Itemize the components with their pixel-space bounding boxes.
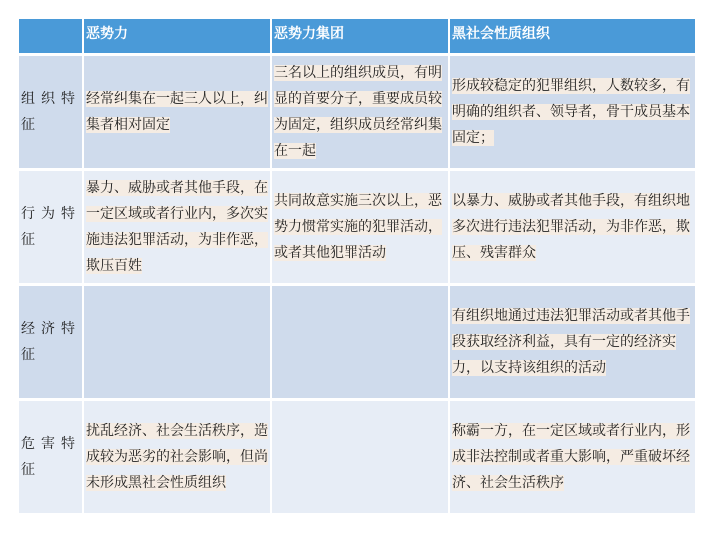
header-evil-force-group: 恶势力集团 <box>272 19 450 56</box>
cell-org-evil-force <box>84 56 272 171</box>
cell-economic-evil-force-group <box>272 286 450 401</box>
cell-text: 三名以上的组织成员，有明显的首要分子，重要成员较为固定，组织成员经常纠集在一起 <box>274 65 442 159</box>
row-label-harm: 危害特征 <box>19 401 84 516</box>
table-header-row <box>19 19 695 56</box>
cell-economic-evil-force <box>84 286 272 401</box>
cell-behavior-mafia <box>450 171 695 286</box>
cell-harm-evil-force-group <box>272 401 450 516</box>
cell-org-evil-force-group <box>272 56 450 171</box>
cell-text: 形成较稳定的犯罪组织，人数较多，有明确的组织者、领导者，骨干成员基本固定； <box>452 78 690 146</box>
cell-text: 以暴力、威胁或者其他手段，有组织地多次进行违法犯罪活动，为非作恶，欺压、残害群众 <box>452 193 690 261</box>
row-label-economic: 经济特征 <box>19 286 84 401</box>
table-row-harm <box>19 401 695 516</box>
cell-text: 经常纠集在一起三人以上，纠集者相对固定 <box>86 91 268 133</box>
cell-behavior-evil-force <box>84 171 272 286</box>
cell-text: 暴力、威胁或者其他手段，在一定区域或者行业内，多次实施违法犯罪活动，为非作恶，欺压百姓 <box>86 180 268 274</box>
header-evil-force: 恶势力 <box>84 19 272 56</box>
cell-harm-evil-force <box>84 401 272 516</box>
cell-harm-mafia <box>450 401 695 516</box>
cell-economic-mafia <box>450 286 695 401</box>
table-row-organization <box>19 56 695 171</box>
comparison-table-container <box>19 19 695 516</box>
cell-text: 有组织地通过违法犯罪活动或者其他手段获取经济利益，具有一定的经济实力，以支持该组织的活动 <box>452 308 690 376</box>
table-row-economic <box>19 286 695 401</box>
cell-org-mafia <box>450 56 695 171</box>
cell-text: 扰乱经济、社会生活秩序，造成较为恶劣的社会影响，但尚未形成黑社会性质组织 <box>86 423 268 491</box>
row-label-organization: 组织特征 <box>19 56 84 171</box>
cell-text: 共同故意实施三次以上，恶势力惯常实施的犯罪活动，或者其他犯罪活动 <box>274 193 442 261</box>
row-label-behavior: 行为特征 <box>19 171 84 286</box>
cell-behavior-evil-force-group <box>272 171 450 286</box>
comparison-table <box>19 19 695 516</box>
header-corner <box>19 19 84 56</box>
table-row-behavior <box>19 171 695 286</box>
header-mafia-organization: 黑社会性质组织 <box>450 19 695 56</box>
cell-text: 称霸一方，在一定区域或者行业内，形成非法控制或者重大影响，严重破坏经济、社会生活秩序 <box>452 423 690 491</box>
